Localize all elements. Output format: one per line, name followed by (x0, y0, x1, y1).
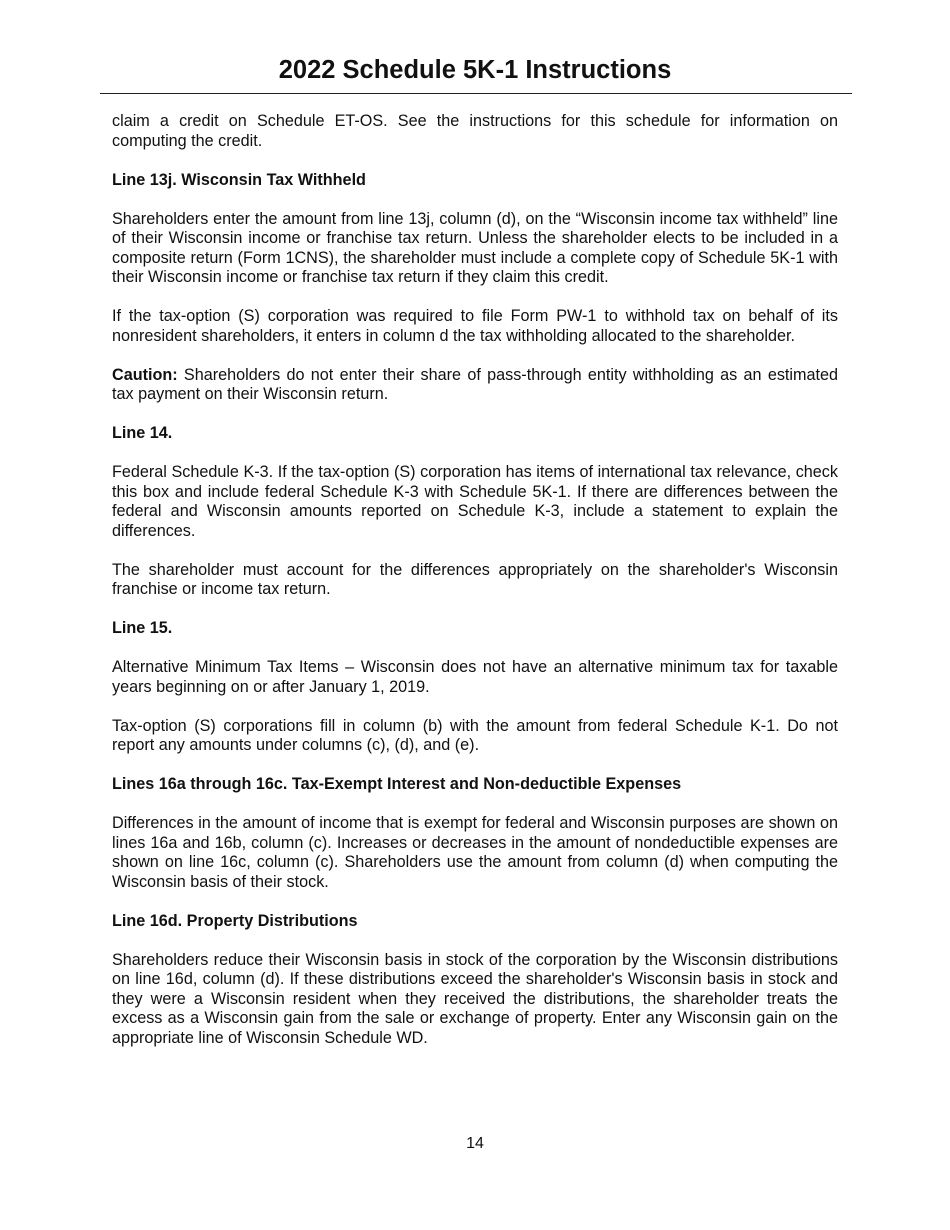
intro-paragraph: claim a credit on Schedule ET-OS. See the instructions for this schedule for information on computing the credit. (112, 112, 838, 150)
page-body (112, 112, 838, 1048)
caution-text: Shareholders do not enter their share of pass-through entity withholding as an estimated tax payment on their Wisconsin return. (112, 365, 838, 403)
page-number: 14 (466, 1135, 484, 1152)
caution-label: Caution: (112, 365, 178, 384)
line-13j-heading: Line 13j. Wisconsin Tax Withheld (112, 170, 366, 189)
line-14-paragraph-2: The shareholder must account for the differences appropriately on the shareholder's Wisconsin franchise or income tax return. (112, 560, 838, 598)
line-14-heading: Line 14. (112, 424, 173, 442)
line-16d-heading: Line 16d. Property Distributions (112, 911, 358, 930)
line-16a-paragraph: Differences in the amount of income that is exempt for federal and Wisconsin purposes are shown on lines 16a and 16b, column (c). Increases or decreases in the amount of nondeductible expenses are shown on line 16c, column (c). Shareholders use the amount from column (d) when computing the Wisconsin basis of their stock. (112, 814, 838, 891)
header-divider (100, 93, 852, 94)
line-16d-paragraph: Shareholders reduce their Wisconsin basis in stock of the corporation by the Wisconsin distributions on line 16d, column (d). If these distributions exceed the shareholder's Wisconsin basis in stock and they were a Wisconsin resident when they received the distributions, the shareholder treats the excess as a Wisconsin gain from the sale or exchange of property. Enter any Wisconsin gain on the appropriate line of Wisconsin Schedule WD. (112, 950, 838, 1047)
line-15-paragraph-1: Alternative Minimum Tax Items – Wisconsin does not have an alternative minimum tax for taxable years beginning on or after January 1, 2019. (112, 658, 838, 696)
page-title: 2022 Schedule 5K-1 Instructions (278, 56, 672, 84)
line-14-paragraph-1: Federal Schedule K-3. If the tax-option (S) corporation has items of international tax relevance, check this box and include federal Schedule K-3 with Schedule 5K-1. If there are differences between the federal and Wisconsin amounts reported on Schedule K-3, include a statement to explain the differences. (112, 463, 838, 540)
caution-paragraph (112, 366, 838, 405)
line-15-paragraph-2: Tax-option (S) corporations fill in column (b) with the amount from federal Schedule K-1. Do not report any amounts under columns (c), (d), and (e). (112, 716, 838, 754)
line-16a-heading: Lines 16a through 16c. Tax-Exempt Interest and Non-deductible Expenses (112, 775, 682, 793)
line-13j-paragraph-2: If the tax-option (S) corporation was required to file Form PW-1 to withhold tax on behalf of its nonresident shareholders, it enters in column d the tax withholding allocated to the shareholder. (112, 307, 838, 345)
line-15-heading: Line 15. (112, 619, 173, 637)
line-13j-paragraph-1: Shareholders enter the amount from line 13j, column (d), on the “Wisconsin income tax withheld” line of their Wisconsin income or franchise tax return. Unless the shareholder elects to be included in a composite return (Form 1CNS), the shareholder must include a complete copy of Schedule 5K-1 with their Wisconsin income or franchise tax return if they claim this credit. (112, 209, 838, 286)
